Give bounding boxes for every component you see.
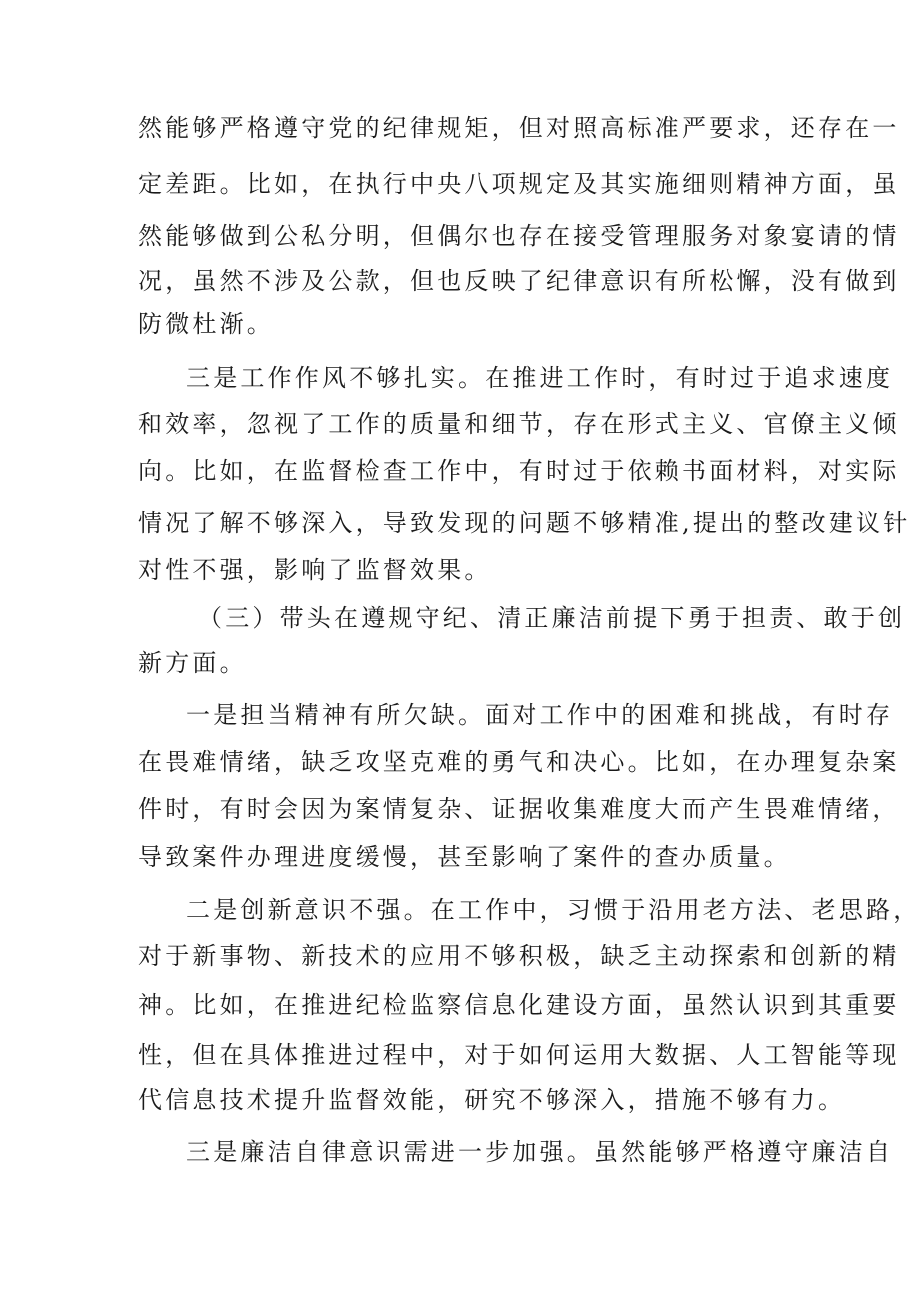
text-line: 神。比如，在推进纪检监察信息化建设方面，虽然认识到其重要 [138,991,900,1019]
text-line: 然能够严格遵守党的纪律规矩，但对照高标准严要求，还存在一 [138,114,900,142]
text-line: 况，虽然不涉及公款，但也反映了纪律意识有所松懈，没有做到 [138,267,900,295]
section-heading-line: 新方面。 [138,649,247,677]
text-line: 代信息技术提升监督效能，研究不够深入，措施不够有力。 [138,1086,846,1114]
text-line: 性，但在具体推进过程中，对于如何运用大数据、人工智能等现 [138,1041,900,1069]
text-line: 然能够做到公私分明，但偶尔也存在接受管理服务对象宴请的情 [138,222,900,250]
paragraph-start-line: 三是廉洁自律意识需进一步加强。虽然能够严格遵守廉洁自 [186,1138,894,1166]
text-line: 向。比如，在监督检查工作中，有时过于依赖书面材料，对实际 [138,457,900,485]
text-line: 情况了解不够深入，导致发现的问题不够精准,提出的整改建议针 [138,509,911,537]
text-line: 在畏难情绪，缺乏攻坚克难的勇气和决心。比如，在办理复杂案 [138,748,900,776]
text-line: 定差距。比如，在执行中央八项规定及其实施细则精神方面，虽 [138,170,900,198]
text-line: 导致案件办理进度缓慢，甚至影响了案件的查办质量。 [138,843,791,871]
text-line: 对于新事物、新技术的应用不够积极，缺乏主动探索和创新的精 [138,942,900,970]
text-line: 和效率，忽视了工作的质量和细节，存在形式主义、官僚主义倾 [138,410,900,438]
text-line: 防微杜渐。 [138,310,274,338]
paragraph-start-line: 一是担当精神有所欠缺。面对工作中的困难和挑战，有时存 [186,701,894,729]
paragraph-start-line: 三是工作作风不够扎实。在推进工作时，有时过于追求速度 [186,364,894,392]
text-line: 件时，有时会因为案情复杂、证据收集难度大而产生畏难情绪， [138,795,900,823]
section-heading-line: （三）带头在遵规守纪、清正廉洁前提下勇于担责、敢于创 [198,604,906,632]
paragraph-start-line: 二是创新意识不强。在工作中，习惯于沿用老方法、老思路， [186,896,920,924]
text-line: 对性不强，影响了监督效果。 [138,556,492,584]
